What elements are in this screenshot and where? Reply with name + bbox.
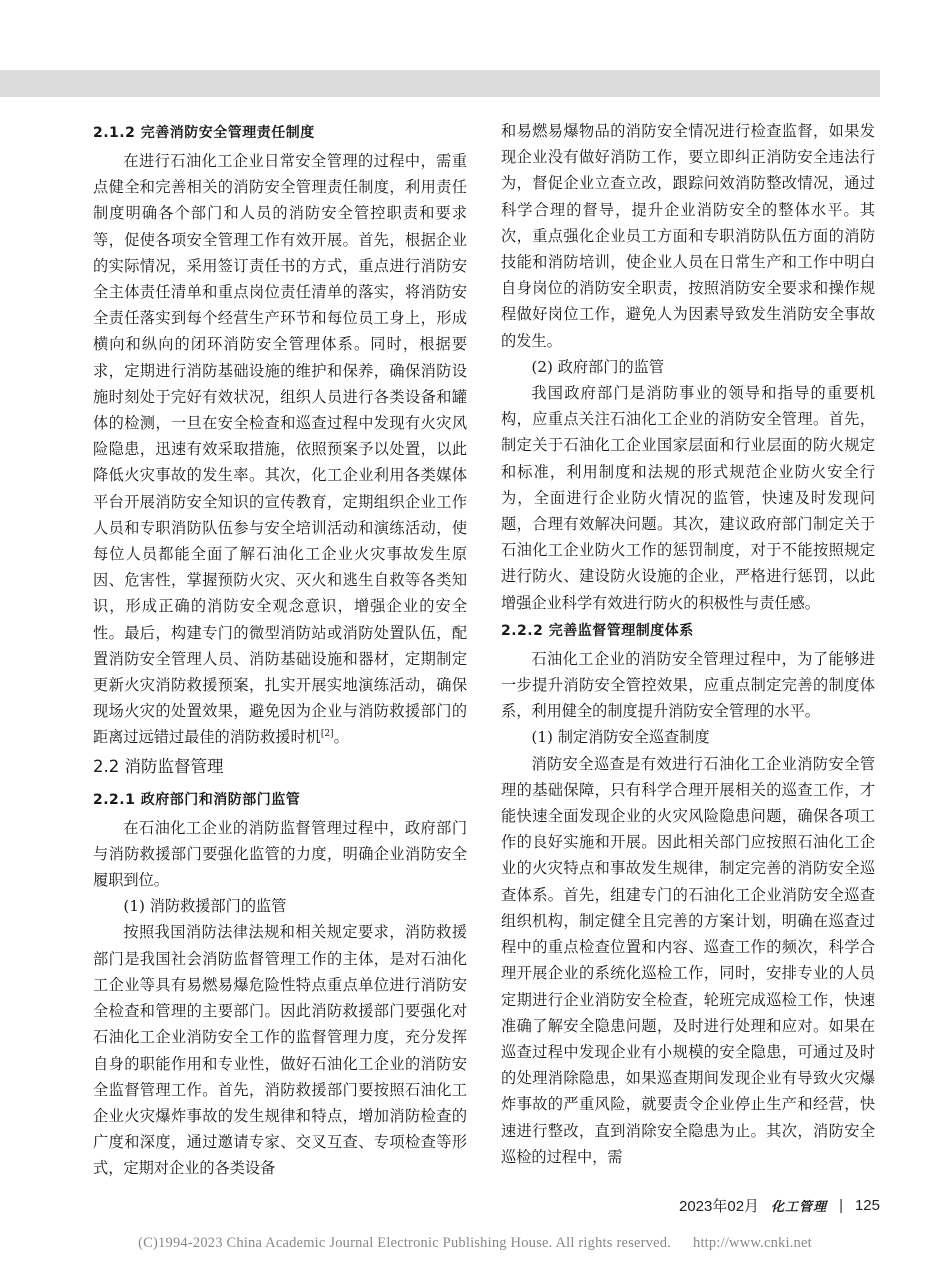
journal-logo: 化工管理 [771,1199,828,1215]
paragraph-responsibility-system [93,148,467,751]
paragraph-government: 我国政府部门是消防事业的领导和指导的重要机构，应重点关注石油化工企业的消防安全管理。首先，制定关于石油化工企业国家层面和行业层面的防火规定和标准，利用制度和法规的形式规范企业防火安全行为，全面进行企业防火情况的监管，快速及时发现问题，合理有效解决问题。其次，建议政府部门制定关于石油化工企业防火工作的惩罚制度，对于不能按照规定进行防火、建设防火设施的企业，严格进行惩罚，以此增强企业科学有效进行防火的积极性与责任感。 [501,384,875,612]
paragraph-supervision-intro: 在石油化工企业的消防监督管理过程中，政府部门与消防救援部门要强化监管的力度，明确企业消防安全履职到位。 [93,818,467,890]
copyright-text: (C)1994-2023 China Academic Journal Electronic Publishing House. All rights reserved. [138,1235,671,1251]
paragraph-text: 在进行石油化工企业日常安全管理的过程中，需重点健全和完善相关的消防安全管理责任制度，利用责任制度明确各个部门和人员的消防安全管控职责和要求等，促使各项安全管理工作有效开展。首先，根据企业的实际情况，采用签订责任书的方式，重点进行消防安全主体责任清单和重点岗位责任清单的落实，将消防安全责任落实到每个经营生产环节和每位员工身上，形成横向和纵向的闭环消防安全管理体系。同时，根据要求，定期进行消防基础设施的维护和保养，确保消防设施时刻处于完好有效状况，组织人员进行各类设备和罐体的检测，一旦在安全检查和巡查过程中发现有火灾风险隐患，迅速有效采取措施，依照预案予以处置，以此降低火灾事故的发生率。其次，化工企业利用各类媒体平台开展消防安全知识的宣传教育，定期组织企业工作人员和专职消防队伍参与安全培训活动和演练活动，使每位人员都能全面了解石油化工企业火灾事故发生原因、危害性，掌握预防火灾、灭火和逃生自救等各类知识，形成正确的消防安全观念意识，增强企业的安全性。最后，构建专门的微型消防站或消防处置队伍，配置消防安全管理人员、消防基础设施和器材，定期制定更新火灾消防救援预案，扎实开展实地演练活动，确保现场火灾的处置效果，避免因为企业与消防救援部门的距离过远错过最佳的消防救援时机 [93,152,467,747]
left-column [93,118,467,1182]
cnki-url[interactable]: http://www.cnki.net [693,1235,812,1251]
section-heading-2-2-2: 2.2.2 完善监督管理制度体系 [501,622,694,639]
right-column [501,118,875,1170]
paragraph-continued: 和易燃易爆物品的消防安全情况进行检查监督，如果发现企业没有做好消防工作，要立即纠正消防安全违法行为，督促企业立查立改，跟踪问效消防整改情况，通过科学合理的督导，提升企业消防安全的整体水平。其次，重点强化企业员工方面和专职消防队伍方面的消防技能和消防培训，使企业人员在日常生产和工作中明白自身岗位的消防安全职责，按照消防安全要求和操作规程做好岗位工作，避免人为因素导致发生消防安全事故的发生。 [501,122,875,350]
page-footer [560,1195,880,1215]
paragraph-fire-rescue: 按照我国消防法律法规和相关规定要求，消防救援部门是我国社会消防监督管理工作的主体，是对石油化工企业等具有易燃易爆危险性特点重点单位进行消防安全检查和管理的主要部门。因此消防救援部门要强化对石油化工企业消防安全工作的监督管理力度，充分发挥自身的职能作用和专业性，做好石油化工企业的消防安全监督管理工作。首先，消防救援部门要按照石油化工企业火灾爆炸事故的发生规律和特点，增加消防检查的广度和深度，通过邀请专家、交叉互查、专项检查等形式，定期对企业的各类设备 [93,923,467,1178]
section-heading-2-1-2: 2.1.2 完善消防安全管理责任制度 [93,125,315,141]
subsection-title-inspection: (1) 制定消防安全巡查制度 [531,728,710,747]
page-number: 125 [854,1196,880,1214]
copyright-notice [0,1235,950,1252]
paragraph-supervision-system: 石油化工企业的消防安全管理过程中，为了能够进一步提升消防安全管控效果，应重点制定完善的制度体系，利用健全的制度提升消防安全管理的水平。 [501,649,875,721]
issue-date: 2023年02月 [678,1197,760,1215]
header-band [0,70,880,97]
section-heading-2-2-1: 2.2.1 政府部门和消防部门监管 [93,791,301,808]
footer-separator: | [839,1196,843,1214]
paragraph-inspection: 消防安全巡查是有效进行石油化工企业消防安全管理的基础保障，只有科学合理开展相关的巡查工作，才能快速全面发现企业的火灾风险隐患问题，确保各项工作的良好实施和开展。因此相关部门应按照石油化工企业的火灾特点和事故发生规律，制定完善的消防安全巡查体系。首先，组建专门的石油化工企业消防安全巡查组织机构，制定健全且完善的方案计划，明确在巡查过程中的重点检查位置和内容、巡查工作的频次，科学合理开展企业的系统化巡检工作，同时，安排专业的人员定期进行企业消防安全检查，轮班完成巡检工作，快速准确了解安全隐患问题，及时进行处理和应对。如果在巡查过程中发现企业有小规模的安全隐患，可通过及时的处理消除隐患，如果巡查期间发现企业有导致火灾爆炸事故的严重风险，就要责令企业停止生产和经营，快速进行整改，直到消除安全隐患为止。其次，消防安全巡检的过程中，需 [501,754,875,1166]
citation-ref[interactable]: [2] [320,729,334,740]
subsection-title-government: (2) 政府部门的监管 [531,357,665,376]
subsection-title-fire-rescue: (1) 消防救援部门的监管 [123,897,287,916]
paragraph-end: 。 [333,728,349,747]
section-heading-2-2: 2.2 消防监督管理 [93,756,224,776]
